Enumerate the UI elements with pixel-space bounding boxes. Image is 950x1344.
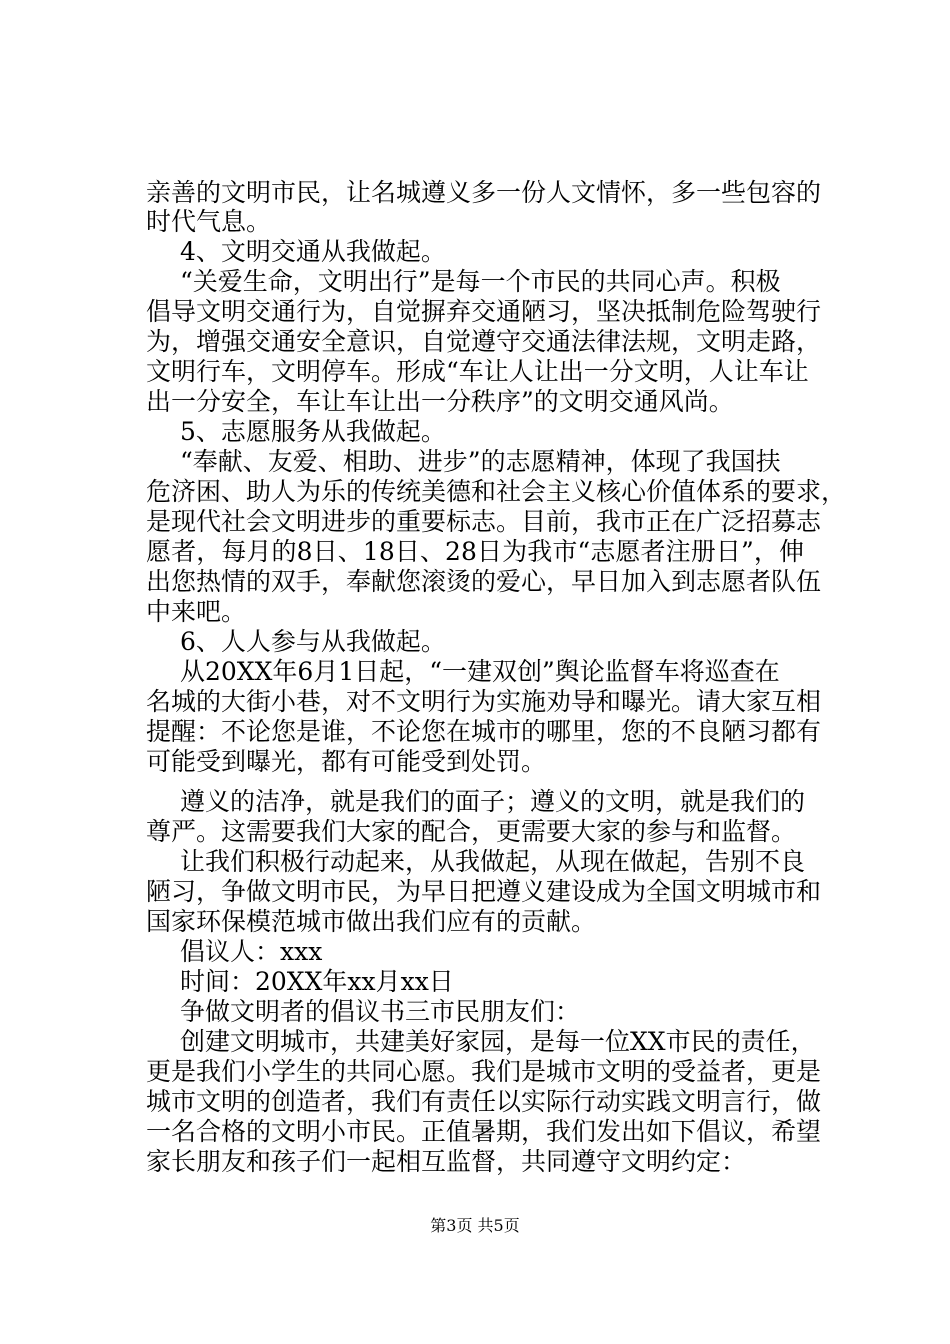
text-line: 名城的大街小巷，对不文明行为实施劝导和曝光。请大家互相 <box>146 687 822 716</box>
text-line: 愿者，每月的8日、18日、28日为我市“志愿者注册日”，伸 <box>146 537 804 566</box>
text-line: 时代气息。 <box>146 207 272 236</box>
text-line: “关爱生命，文明出行”是每一个市民的共同心声。积极 <box>180 267 781 296</box>
text-line: 提醒：不论您是谁，不论您在城市的哪里，您的不良陋习都有 <box>146 717 822 746</box>
text-line: 从20XX年6月1日起，“一建双创”舆论监督车将巡查在 <box>180 657 780 686</box>
text-line: 争做文明者的倡议书三市民朋友们： <box>180 997 581 1026</box>
text-line: 中来吧。 <box>146 597 247 626</box>
text-line: 一名合格的文明小市民。正值暑期，我们发出如下倡议，希望 <box>146 1117 822 1146</box>
text-line: 尊严。这需要我们大家的配合，更需要大家的参与和监督。 <box>146 817 797 846</box>
text-line: 为，增强交通安全意识，自觉遵守交通法律法规，文明走路， <box>146 327 822 356</box>
text-line: 创建文明城市，共建美好家园，是每一位XX市民的责任， <box>180 1027 816 1056</box>
text-line: 城市文明的创造者，我们有责任以实际行动实践文明言行，做 <box>146 1087 822 1116</box>
text-line: 是现代社会文明进步的重要标志。目前，我市正在广泛招募志 <box>146 507 822 536</box>
text-line: 更是我们小学生的共同心愿。我们是城市文明的受益者，更是 <box>146 1057 822 1086</box>
page-indicator: 第3页 共5页 <box>430 1216 520 1235</box>
text-line: “奉献、友爱、相助、进步”的志愿精神，体现了我国扶 <box>180 447 781 476</box>
page-footer <box>0 1216 950 1236</box>
text-line: 出您热情的双手，奉献您滚烫的爱心，早日加入到志愿者队伍 <box>146 567 822 596</box>
text-line: 让我们积极行动起来，从我做起，从现在做起，告别不良 <box>180 847 806 876</box>
text-line: 陋习，争做文明市民，为早日把遵义建设成为全国文明城市和 <box>146 877 822 906</box>
text-line: 可能受到曝光，都有可能受到处罚。 <box>146 747 547 776</box>
section-heading: 4、文明交通从我做起。 <box>180 237 446 266</box>
text-line: 出一分安全，车让车让出一分秩序”的文明交通风尚。 <box>146 387 734 416</box>
text-line: 亲善的文明市民，让名城遵义多一份人文情怀，多一些包容的 <box>146 178 822 207</box>
date-line: 时间：20XX年xx月xx日 <box>180 967 454 996</box>
section-heading: 5、志愿服务从我做起。 <box>180 417 446 446</box>
text-line: 国家环保模范城市做出我们应有的贡献。 <box>146 907 597 936</box>
text-line: 倡导文明交通行为，自觉摒弃交通陋习，坚决抵制危险驾驶行 <box>146 297 822 326</box>
signatory-line: 倡议人：xxx <box>180 937 323 966</box>
text-line: 文明行车，文明停车。形成“车让人让出一分文明，人让车让 <box>146 357 809 386</box>
text-line: 遵义的洁净，就是我们的面子；遵义的文明，就是我们的 <box>180 787 806 816</box>
text-line: 家长朋友和孩子们一起相互监督，共同遵守文明约定： <box>146 1147 747 1176</box>
section-heading: 6、人人参与从我做起。 <box>180 627 446 656</box>
text-line: 危济困、助人为乐的传统美德和社会主义核心价值体系的要求， <box>146 477 847 506</box>
